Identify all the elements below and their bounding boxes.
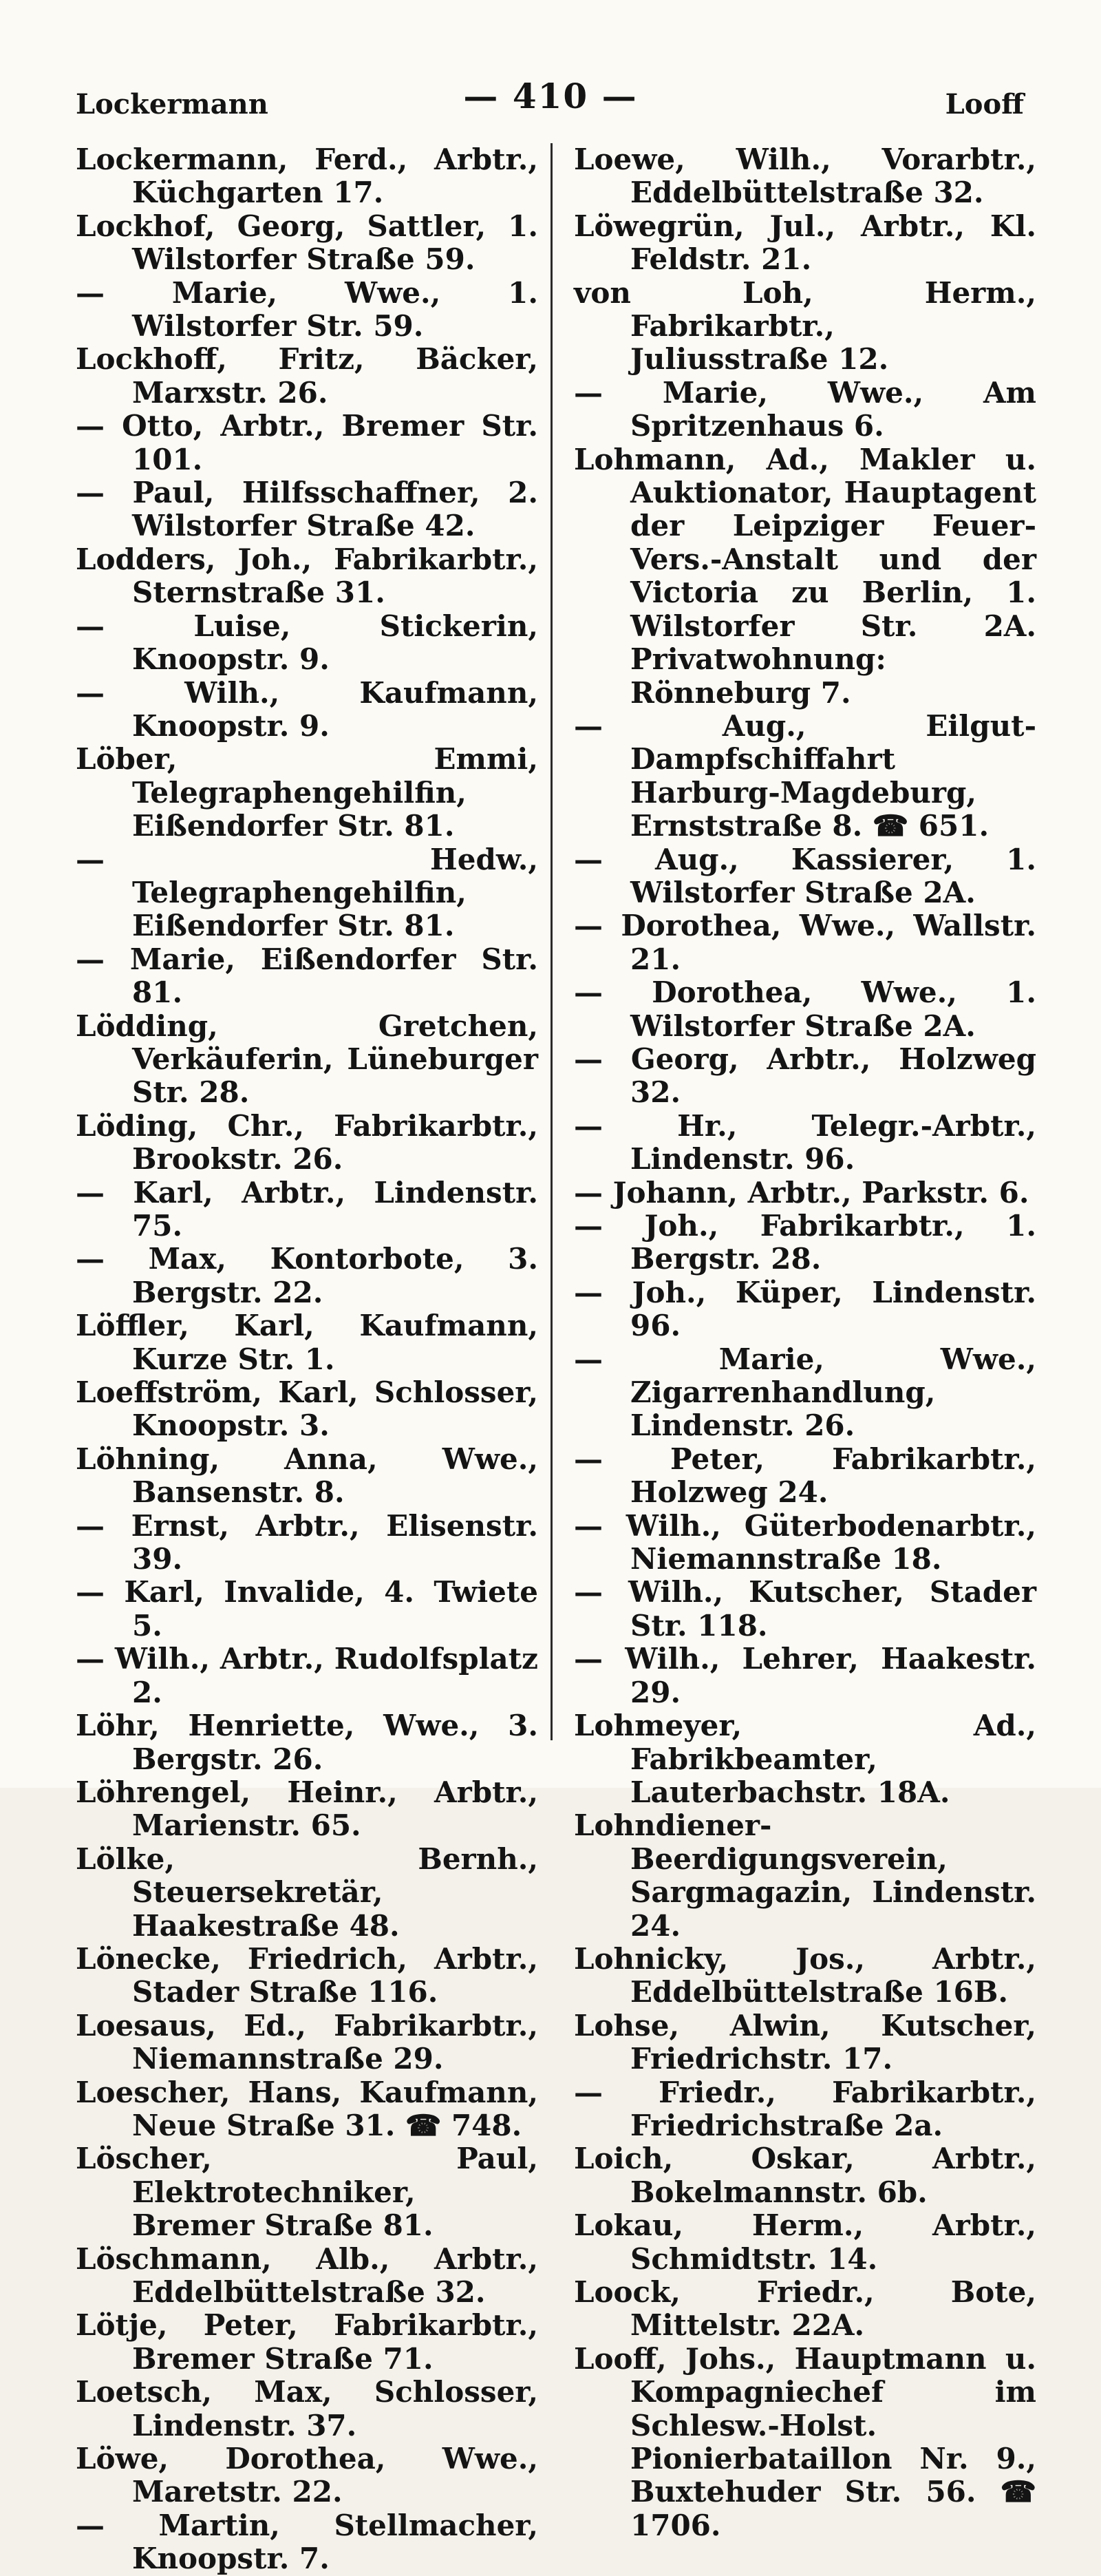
- list-item: — Peter, Fabrikarbtr., Holzweg 24.: [574, 1442, 1036, 1510]
- list-item: — Wilh., Güterbodenarbtr., Niemannstraße 18.: [574, 1508, 1036, 1576]
- list-item: — Wilh., Kaufmann, Knoopstr. 9.: [76, 675, 538, 743]
- list-item: Löscher, Paul, Elektrotechniker, Bremer Straße 81.: [76, 2142, 538, 2243]
- list-item: Lölke, Bernh., Steuersekretär, Haakestraße 48.: [76, 1841, 538, 1943]
- list-item: — Marie, Wwe., Zigarrenhandlung, Lindenstr. 26.: [574, 1342, 1036, 1443]
- list-item: Lodders, Joh., Fabrikarbtr., Sternstraße 31.: [76, 542, 538, 610]
- list-item: — Ernst, Arbtr., Elisenstr. 39.: [76, 1508, 538, 1576]
- list-item: Lönecke, Friedrich, Arbtr., Stader Straße 116.: [76, 1941, 538, 2009]
- list-item: — Wilh., Arbtr., Rudolfsplatz 2.: [76, 1642, 538, 1709]
- list-item: Loesaus, Ed., Fabrikarbtr., Niemannstraße 29.: [76, 2008, 538, 2076]
- list-item: Löhr, Henriette, Wwe., 3. Bergstr. 26.: [76, 1709, 538, 1776]
- list-item: Löschmann, Alb., Arbtr., Eddelbüttelstraße 32.: [76, 2241, 538, 2309]
- list-item: Löwe, Dorothea, Wwe., Maretstr. 22.: [76, 2442, 538, 2509]
- list-item: — Max, Kontorbote, 3. Bergstr. 22.: [76, 1242, 538, 1309]
- list-item: — Georg, Arbtr., Holzweg 32.: [574, 1042, 1036, 1110]
- list-item: Lohmeyer, Ad., Fabrikbeamter, Lauterbachstr. 18A.: [574, 1709, 1036, 1809]
- list-item: Looff, Johs., Hauptmann u. Kompagniechef im Schlesw.-Holst. Pionierbataillon Nr. 9., Buxtehuder Str. 56. ☎ 1706.: [574, 2341, 1036, 2542]
- list-item: Loescher, Hans, Kaufmann, Neue Straße 31. ☎ 748.: [76, 2075, 538, 2142]
- list-item: — Paul, Hilfsschaffner, 2. Wilstorfer Straße 42.: [76, 476, 538, 543]
- list-item: Lötje, Peter, Fabrikarbtr., Bremer Straße 71.: [76, 2308, 538, 2376]
- page-number: — 410 —: [463, 76, 638, 116]
- page-header: [0, 76, 1101, 120]
- list-item: — Wilh., Lehrer, Haakestr. 29.: [574, 1642, 1036, 1709]
- list-item: — Joh., Fabrikarbtr., 1. Bergstr. 28.: [574, 1209, 1036, 1276]
- list-item: Lockhof, Georg, Sattler, 1. Wilstorfer Straße 59.: [76, 209, 538, 277]
- list-item: — Aug., Eilgut-Dampfschiffahrt Harburg-Magdeburg, Ernststraße 8. ☎ 651.: [574, 708, 1036, 843]
- list-item: Lockhoff, Fritz, Bäcker, Marxstr. 26.: [76, 342, 538, 410]
- list-item: Lohndiener-Beerdigungsverein, Sargmagazin, Lindenstr. 24.: [574, 1808, 1036, 1943]
- list-item: — Hedw., Telegraphengehilfin, Eißendorfer Str. 81.: [76, 842, 538, 943]
- column-divider: [550, 143, 553, 1740]
- list-item: Löding, Chr., Fabrikarbtr., Brookstr. 26.: [76, 1108, 538, 1176]
- list-item: Loich, Oskar, Arbtr., Bokelmannstr. 6b.: [574, 2142, 1036, 2209]
- right-column: [574, 143, 1036, 2542]
- list-item: — Joh., Küper, Lindenstr. 96.: [574, 1275, 1036, 1343]
- list-item: Lockermann, Ferd., Arbtr., Küchgarten 17.: [76, 142, 538, 210]
- list-item: — Karl, Invalide, 4. Twiete 5.: [76, 1575, 538, 1643]
- header-right-catchword: Looff: [945, 88, 1024, 120]
- list-item: — Karl, Arbtr., Lindenstr. 75.: [76, 1175, 538, 1243]
- list-item: — Friedr., Fabrikarbtr., Friedrichstraße 2a.: [574, 2075, 1036, 2142]
- list-item: Lohnicky, Jos., Arbtr., Eddelbüttelstraße 16B.: [574, 1941, 1036, 2009]
- list-item: — Marie, Eißendorfer Str. 81.: [76, 942, 538, 1010]
- list-item: — Luise, Stickerin, Knoopstr. 9.: [76, 609, 538, 677]
- left-column: [76, 143, 538, 2576]
- list-item: Lödding, Gretchen, Verkäuferin, Lüneburger Str. 28.: [76, 1009, 538, 1110]
- list-item: — Hr., Telegr.-Arbtr., Lindenstr. 96.: [574, 1108, 1036, 1176]
- list-item: — Otto, Arbtr., Bremer Str. 101.: [76, 409, 538, 476]
- list-item: — Marie, Wwe., 1. Wilstorfer Str. 59.: [76, 275, 538, 344]
- list-item: Loeffström, Karl, Schlosser, Knoopstr. 3.: [76, 1375, 538, 1443]
- list-item: Loock, Friedr., Bote, Mittelstr. 22A.: [574, 2275, 1036, 2343]
- header-left-catchword: Lockermann: [76, 88, 268, 120]
- list-item: — Johann, Arbtr., Parkstr. 6.: [574, 1175, 1029, 1210]
- list-item: Lohmann, Ad., Makler u. Auktionator, Hauptagent der Leipziger Feuer-Vers.-Anstalt und der Victoria zu Berlin, 1. Wilstorfer Str. 2A. Privatwohnung: Rönneburg 7.: [574, 442, 1036, 710]
- list-item: Löhning, Anna, Wwe., Bansenstr. 8.: [76, 1442, 538, 1510]
- list-item: Loewe, Wilh., Vorarbtr., Eddelbüttelstraße 32.: [574, 142, 1036, 210]
- list-item: Löber, Emmi, Telegraphengehilfin, Eißendorfer Str. 81.: [76, 742, 538, 843]
- list-item: — Marie, Wwe., Am Spritzenhaus 6.: [574, 375, 1036, 443]
- list-item: — Dorothea, Wwe., Wallstr. 21.: [574, 909, 1036, 976]
- list-item: — Aug., Kassierer, 1. Wilstorfer Straße 2A.: [574, 842, 1036, 909]
- list-item: — Martin, Stellmacher, Knoopstr. 7.: [76, 2508, 538, 2576]
- list-item: — Wilh., Kutscher, Stader Str. 118.: [574, 1575, 1036, 1643]
- list-item: Loetsch, Max, Schlosser, Lindenstr. 37.: [76, 2375, 538, 2442]
- list-item: Löhrengel, Heinr., Arbtr., Marienstr. 65.: [76, 1775, 538, 1843]
- list-item: — Dorothea, Wwe., 1. Wilstorfer Straße 2A.: [574, 975, 1036, 1043]
- list-item: Lokau, Herm., Arbtr., Schmidtstr. 14.: [574, 2208, 1036, 2276]
- list-item: von Loh, Herm., Fabrikarbtr., Juliusstraße 12.: [574, 275, 1036, 377]
- list-item: Löffler, Karl, Kaufmann, Kurze Str. 1.: [76, 1309, 538, 1376]
- list-item: Löwegrün, Jul., Arbtr., Kl. Feldstr. 21.: [574, 209, 1036, 277]
- list-item: Lohse, Alwin, Kutscher, Friedrichstr. 17.: [574, 2008, 1036, 2076]
